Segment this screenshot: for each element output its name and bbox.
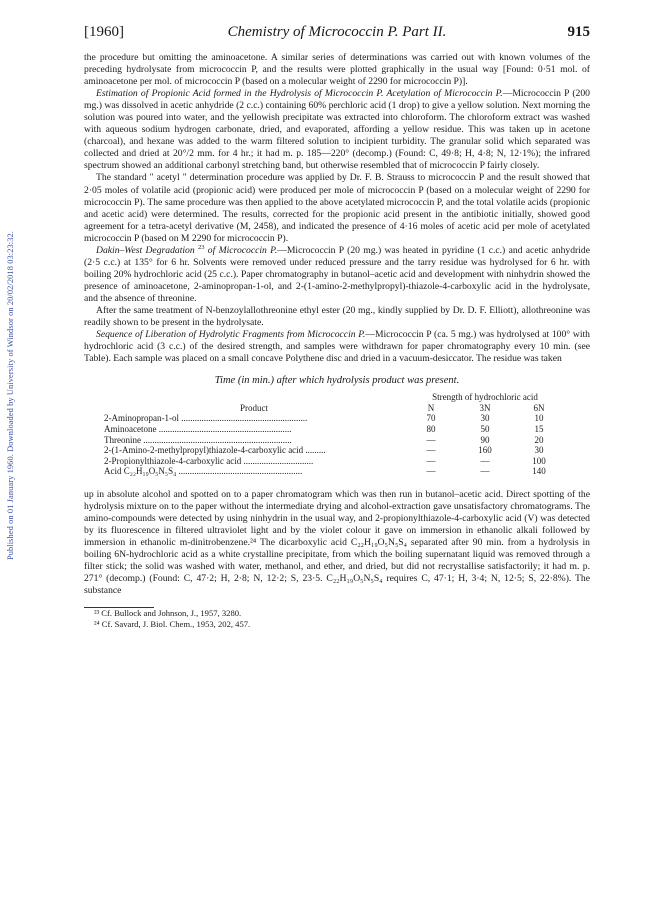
footnote: ²³ Cf. Bullock and Johnson, J., 1957, 3280. xyxy=(94,608,242,619)
paragraph: After the same treatment of N-benzoylallothreonine ethyl ester (20 mg., kindly supplied by Dr. D. F. Elliott), allothreonine was readily shown to be present in the hydrolysate. xyxy=(84,304,590,329)
column-header: N xyxy=(427,402,435,413)
product-header: Product xyxy=(240,402,268,413)
table-cell: — xyxy=(426,445,436,456)
table-cell: 30 xyxy=(534,445,544,456)
body-text xyxy=(84,52,590,629)
section-heading: Sequence of Liberation of Hydrolytic Fragments from Micrococcin P. xyxy=(96,329,366,341)
product-name: Acid C₂₂H₁₉O₅N₅S₄ ....................................................... xyxy=(104,466,303,477)
paragraph-text: —Micrococcin P (200 mg.) was dissolved in acetic anhydride (2 c.c.) containing 60% perchloric acid (1 drop) to give a yellow solution. Next morning the solution was poured into water, and the yellowish precipitate was extracted into chloroform. The chloroform extract was washed with aqueous sodium hydrogen carbonate, dried, and evaporated, affording a yellow residue. This was taken up in acetone (charcoal), and hexane was added to the warm filtered solution to incipient turbidity. The granular solid which separated was collected and dried at 20°/2 mm. for 4 hr.; it had m. p. 185—220° (decomp.) (Found: C, 49·8; H, 4·8; N, 12·1%); the infrared spectrum showed an additional carbonyl stretching band, but otherwise resembled that of micrococcin P fairly closely. xyxy=(84,88,590,172)
header-title: Chemistry of Micrococcin P. Part II. xyxy=(227,24,447,40)
header-year: [1960] xyxy=(84,24,124,40)
paragraph-text: —Micrococcin P (ca. 5 mg.) was hydrolysed at 100° with hydrochloric acid (3 c.c.) of the desired strength, and samples were withdrawn for paper chromatography every 10 min. (see Table). Each sample was placed on a small concave Polythene disc and dried in a vacuum-desiccator. The residue was taken xyxy=(84,329,590,365)
section-heading: of Micrococcin P. xyxy=(204,244,278,256)
product-name: Aminoacetone ........................................................... xyxy=(104,424,292,435)
page-header xyxy=(84,24,590,46)
table-row xyxy=(104,424,566,435)
section-heading: Dakin–West Degradation xyxy=(96,244,195,256)
footnote: ²⁴ Cf. Savard, J. Biol. Chem., 1953, 202, 457. xyxy=(94,618,251,629)
page-number: 915 xyxy=(567,24,590,40)
table-cell: 70 xyxy=(426,413,436,424)
product-name: 2-Propionylthiazole-4-carboxylic acid ............................... xyxy=(104,455,314,466)
paragraph: up in absolute alcohol and spotted on to a paper chromatogram which was then run in butanol–acetic acid. Direct spotting of the hydrolysis mixture on to the paper without the intermediate drying and alcohol-extraction gave unsatisfactory chromatograms. The amino-compounds were detected by using ninhydrin in the usual way, and 2-propionylthiazole-4-carboxylic acid (V) was detected by its fluorescence in filtered ultraviolet light and by the violet colour it gave on immersion in ethanolic alkali followed by immersion in ethanolic m-dinitrobenzene.²⁴ The dicarboxylic acid C₂₂H₁₉O₅N₅S₄ separated after 90 min. from a hydrolysis in boiling 6N-hydrochloric acid as a white crystalline precipitate, from which the boiling supernatant liquid was removed through a filter stick; the solid was washed with water, methanol, and ether, and dried, but did not recrystallise satisfactorily; it had m. p. 271° (decomp.) (Found: C, 47·2; H, 2·8; N, 12·2; S, 23·5. C₂₂H₁₉O₅N₅S₄ requires C, 47·1; H, 3·4; N, 12·5; S, 22·8%). The substance xyxy=(84,489,590,597)
table-title: Time (in min.) after which hydrolysis product was present. xyxy=(214,375,460,387)
table-row xyxy=(104,445,566,456)
paragraph: The standard " acetyl " determination procedure was applied by Dr. F. B. Strauss to micrococcin P and the result showed that 2·05 moles of volatile acid (propionic acid) were produced per mole of micrococcin P (based on a molecular weight of 2290 for micrococcin P). The same procedure was then applied to the above acetylated micrococcin P, and the total volatile acids (propionic and acetic acid) were determined. The results, corrected for the propionic acid present in the antibiotic initially, showed good agreement for a tetra-acetyl derivative (M, 2458), and indicated the presence of 4·16 moles of acetic acid per mole of acetylated micrococcin P (based on M 2290 for micrococcin P). xyxy=(84,172,590,244)
table-cell: — xyxy=(480,466,490,477)
table-row xyxy=(104,466,566,477)
table-cell: 160 xyxy=(478,445,492,456)
table-cell: 90 xyxy=(480,434,490,445)
table-cell: 15 xyxy=(534,424,544,435)
column-header: 3N xyxy=(479,402,491,413)
table-cell: — xyxy=(426,455,436,466)
product-name: Threonine .................................................................. xyxy=(104,434,292,445)
paragraph xyxy=(84,329,590,365)
paragraph xyxy=(84,245,590,305)
table-cell: 80 xyxy=(426,424,436,435)
reference-marker: 23 xyxy=(197,243,205,251)
table-cell: 50 xyxy=(480,424,490,435)
table-row xyxy=(104,435,566,446)
paragraph-text: —Micrococcin P (20 mg.) was heated in pyridine (1 c.c.) and acetic anhydride (2·5 c.c.) at 135° for 6 hr. Solvents were removed under reduced pressure and the tarry residue was hydrolysed for 6 hr. with boiling 20% hydrochloric acid (25 c.c.). Paper chromatography in butanol–acetic acid and development with ninhydrin showed the presence of aminoacetone, 2-aminopropan-1-ol, and 2-(1-amino-2-methylpropyl)-thiazole-4-carboxylic acid in the hydrolysate, and the absence of threonine. xyxy=(84,244,591,304)
product-name: 2-Aminopropan-1-ol ........................................................ xyxy=(104,413,308,424)
strength-header: Strength of hydrochloric acid xyxy=(432,392,538,403)
hydrolysis-table xyxy=(104,392,566,477)
table-cell: — xyxy=(426,434,436,445)
table-cell: — xyxy=(426,466,436,477)
product-name: 2-(1-Amino-2-methylpropyl)thiazole-4-carboxylic acid ......... xyxy=(104,445,326,456)
table-row xyxy=(104,456,566,467)
table-cell: 20 xyxy=(534,434,544,445)
table-cell: 30 xyxy=(480,413,490,424)
table-cell: — xyxy=(480,455,490,466)
section-heading: Estimation of Propionic Acid formed in the Hydrolysis of Micrococcin P. Acetylation of Micrococcin P. xyxy=(96,88,503,100)
download-note: Published on 01 January 1960. Downloaded by University of Windsor on 20/02/2018 03:23:32. xyxy=(6,231,15,560)
table-cell: 10 xyxy=(534,413,544,424)
table-row xyxy=(104,413,566,424)
paragraph xyxy=(84,88,590,172)
table-cell: 100 xyxy=(532,455,546,466)
table-cell: 140 xyxy=(532,466,546,477)
column-header: 6N xyxy=(533,402,545,413)
paragraph: the procedure but omitting the aminoacetone. A similar series of determinations was carried out with known volumes of the preceding hydrolysate from micrococcin P, and the results were plotted graphically in the usual way [Found: 0·51 mol. of aminoacetone per mol. of micrococcin P (based on a molecular weight of 2290 for micrococcin P)]. xyxy=(84,52,590,88)
